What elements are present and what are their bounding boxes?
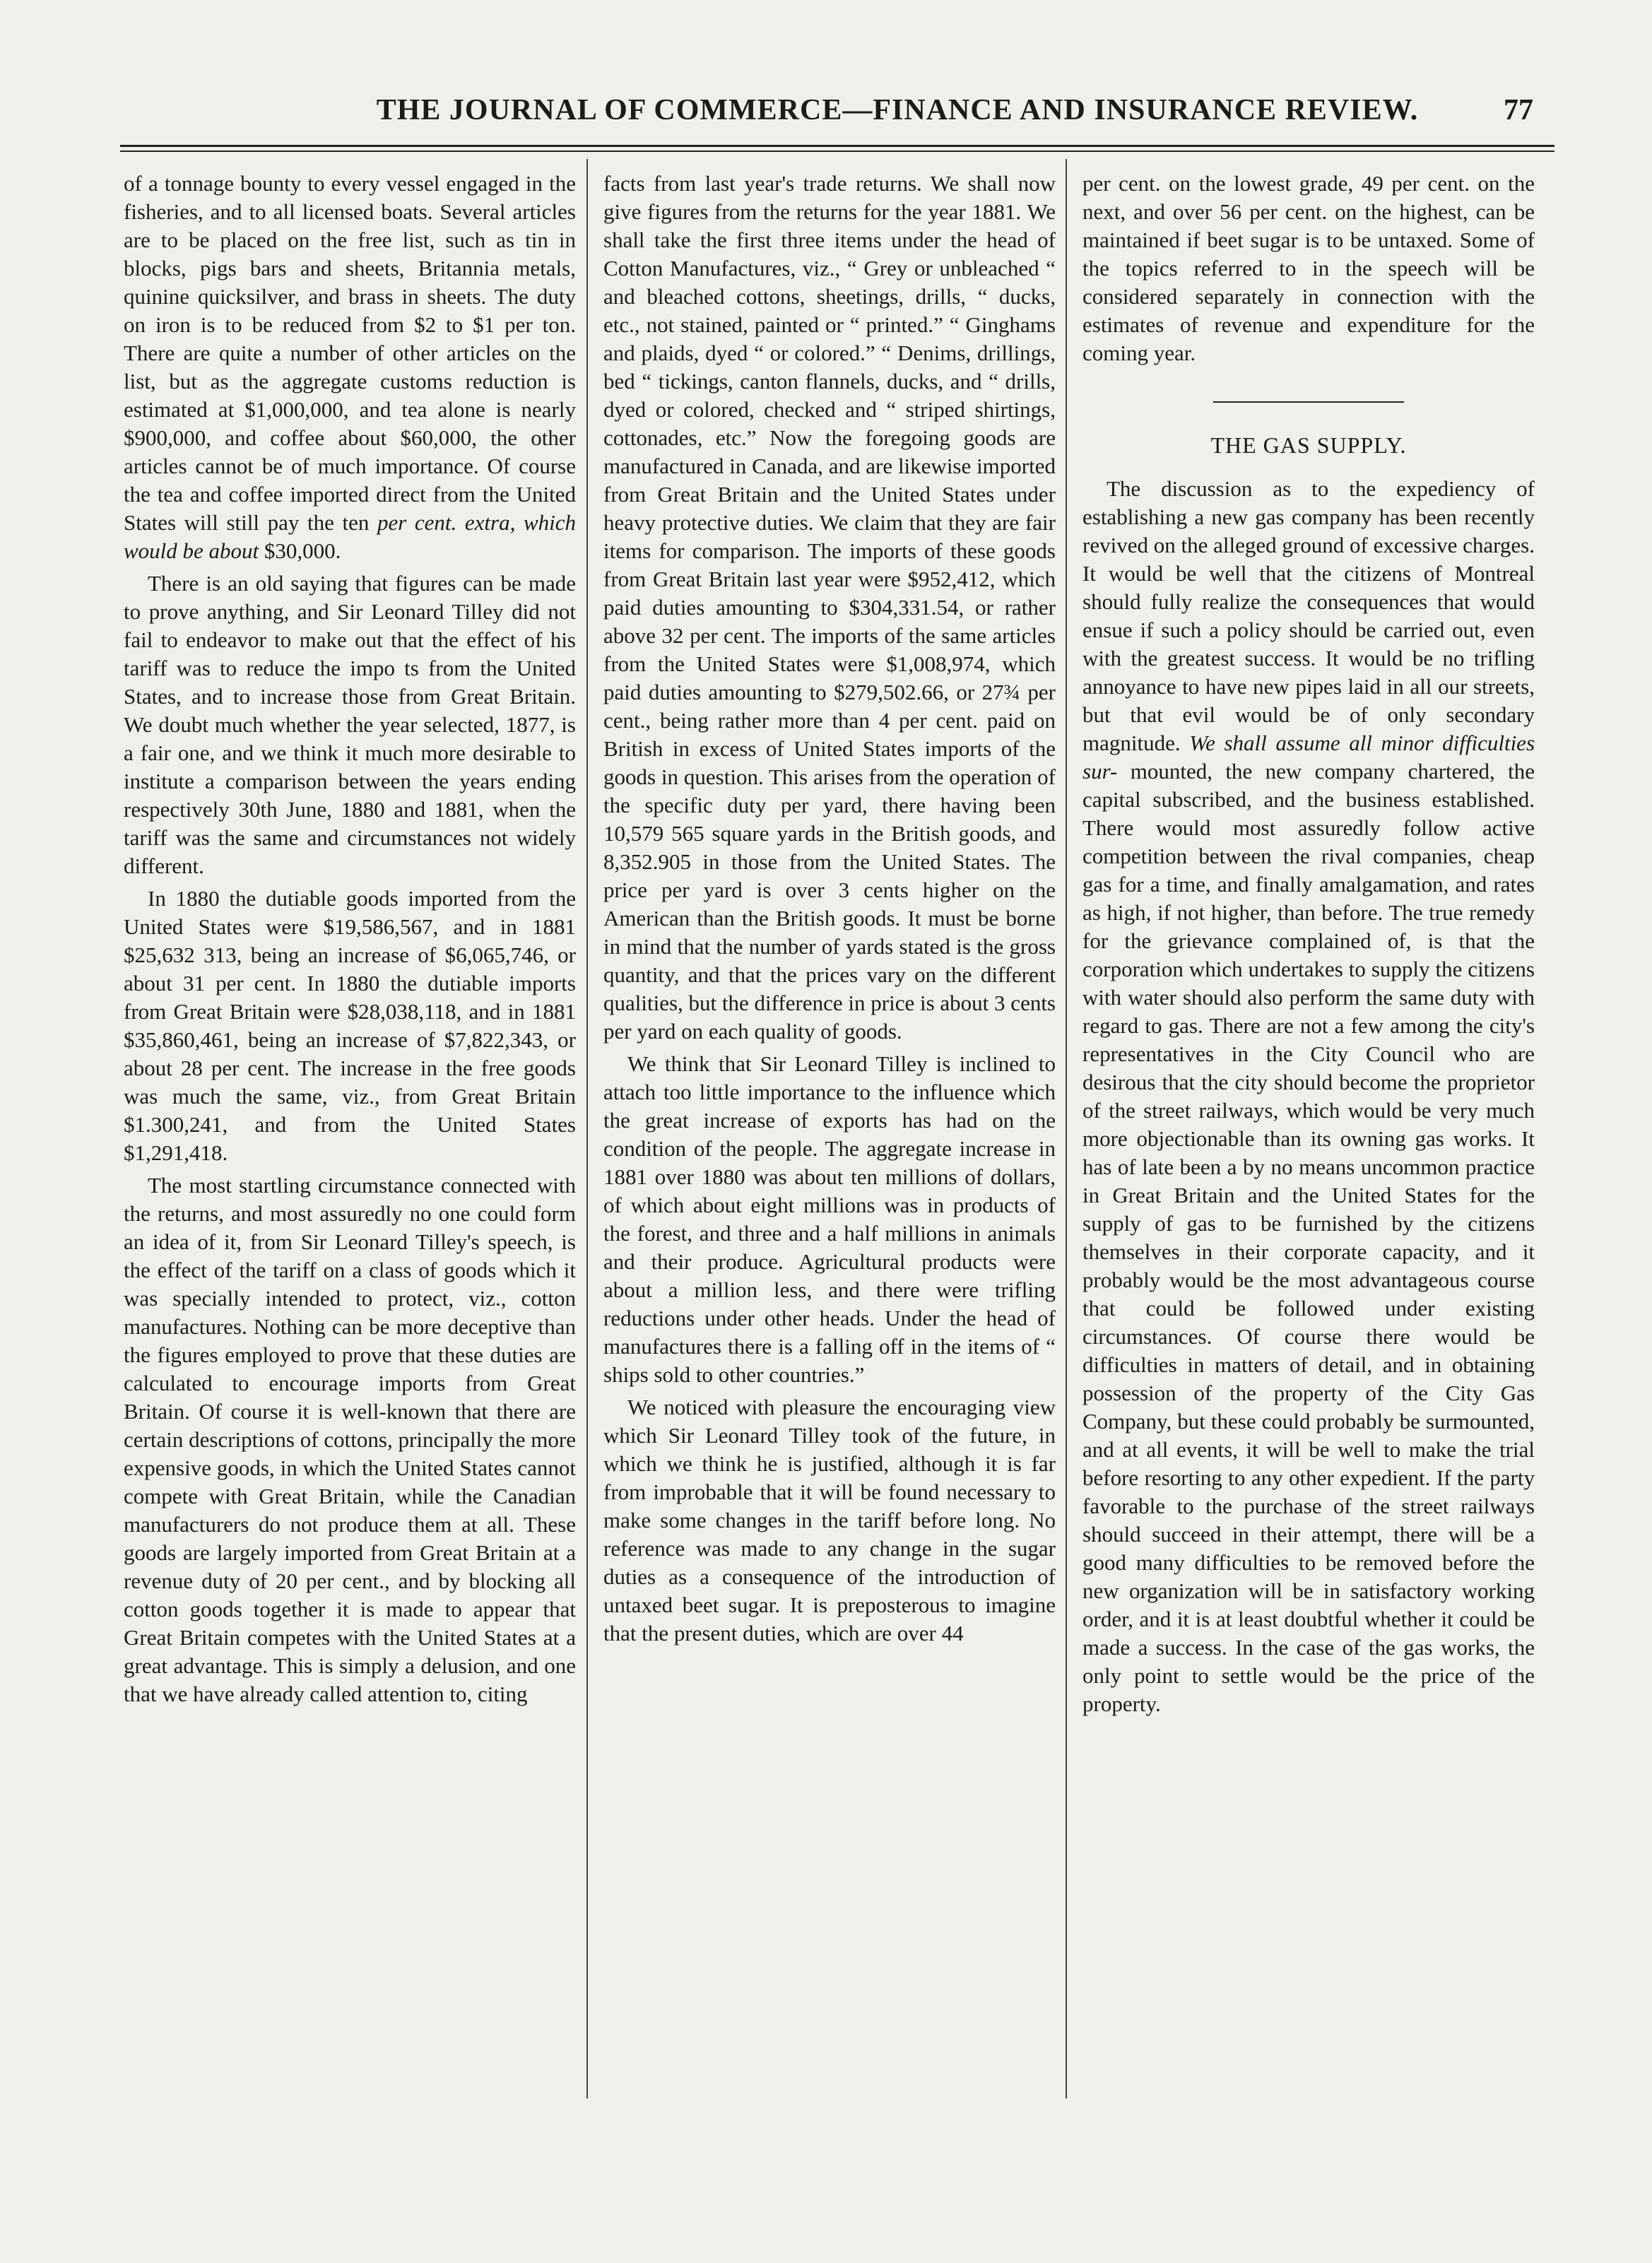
column-2 — [603, 170, 1056, 1648]
paragraph-text: mounted, the new company chartered, the capital subscribed, and the business established. There would most assuredly follow active competition between the rival companies, cheap gas for a time, and finally amalgamation, and rates as high, if not higher, than before. The true remedy for the grievance complained of, is that the corporation which undertakes to supply the citizens with water should also perform the same duty with regard to gas. There are not a few among the city's representatives in the City Council who are desirous that the city should become the proprietor of the street railways, which would be very much more objectionable than its owning gas works. It has of late been a by no means uncommon practice in Great Britain and the United States for the supply of gas to be furnished by the citizens themselves in their corporate capacity, and it probably would be the most advantageous course that could be followed under existing circumstances. Of course there would be difficulties in matters of detail, and in obtaining possession of the property of the City Gas Company, but these could probably be surmounted, and at all events, it will be well to make the trial before resorting to any other expedient. If the party favorable to the purchase of the street railways should succeed in their attempt, there will be a good many difficulties to be removed before the new organization will be in satisfactory working order, and it is at least doubtful whether it could be made a success. In the case of the gas works, the only point to settle would be the price of the property. — [1082, 759, 1535, 1716]
page-number: 77 — [1504, 94, 1533, 126]
header-rule-top — [120, 145, 1554, 147]
running-head: THE JOURNAL OF COMMERCE—FINANCE AND INSURANCE REVIEW. — [376, 94, 1419, 126]
paragraph: The most startling circumstance connected with the returns, and most assuredly no one could form an idea of it, from Sir Leonard Tilley's speech, is the effect of the tariff on a class of goods which it was specially intended to protect, viz., cotton manufactures. Nothing can be more deceptive than the figures employed to prove that these duties are calculated to encourage imports from Great Britain. Of course it is well-known that there are certain descriptions of cottons, principally the more expensive goods, in which the United States cannot compete with Great Britain, while the Canadian manufacturers do not produce them at all. These goods are largely imported from Great Britain at a revenue duty of 20 per cent., and by blocking all cotton goods together it is made to appear that Great Britain competes with the United States at a great advantage. This is simply a delusion, and one that we have already called attention to, citing — [124, 1173, 576, 1706]
paragraph: We think that Sir Leonard Tilley is inclined to attach too little importance to the influence which the great increase of exports has had on the condition of the people. The aggregate increase in 1881 over 1880 was about ten millions of dollars, of which about eight millions was in products of the forest, and three and a half millions in animals and their produce. Agricultural products were about a million less, and there were trifling reductions under other heads. Under the head of manufactures there is a falling off in the items of “ ships sold to other countries.” — [603, 1051, 1056, 1387]
paragraph-text: $30,000. — [259, 538, 341, 563]
section-divider — [1213, 401, 1404, 403]
column-divider-2 — [1066, 159, 1067, 2098]
column-1 — [124, 170, 576, 1708]
page-header — [120, 93, 1533, 136]
column-3 — [1082, 170, 1535, 1718]
paragraph: facts from last year's trade returns. We shall now give figures from the returns for the year 1881. We shall take the first three items under the head of Cotton Manufactures, viz., “ Grey or unbleached “ and bleached cottons, sheetings, drills, “ ducks, etc., not stained, painted or “ printed.” “ Ginghams and plaids, dyed “ or colored.” “ Denims, drillings, bed “ tickings, canton flannels, ducks, and “ drills, dyed or colored, checked and “ striped shirtings, cottonades, etc.” Now the foregoing goods are manufactured in Canada, and are likewise imported from Great Britain and the United States under heavy protective duties. We claim that they are fair items for comparison. The imports of these goods from Great Britain last year were $952,412, which paid duties amounting to $304,331.54, or rather above 32 per cent. The imports of the same articles from the United States were $1,008,974, which paid duties amounting to $279,502.66, or 27¾ per cent., being rather more than 4 per cent. paid on British in excess of United States imports of the goods in question. This arises from the operation of the specific duty per yard, there having been 10,579 565 square yards in the British goods, and 8,352.905 in those from the United States. The price per yard is over 3 cents higher on the American than the British goods. It must be borne in mind that the number of yards stated is the gross quantity, and that the prices vary on the different qualities, but the difference in price is about 3 cents per yard on each quality of goods. — [603, 171, 1056, 1044]
paragraph-text: The discussion as to the expediency of establishing a new gas company has been recently revived on the alleged ground of excessive charges. It would be well that the citizens of Montreal should fully realize the consequences that would ensue if such a policy should be carried out, even with the greatest success. It would be no trifling annoyance to have new pipes laid in all our streets, but that evil would be of only secondary magnitude. — [1082, 476, 1535, 755]
paragraph: There is an old saying that figures can be made to prove anything, and Sir Leonard Tilley did not fail to endeavor to make out that the effect of his tariff was to reduce the impo ts from the United States, and to increase those from Great Britain. We doubt much whether the year selected, 1877, is a fair one, and we think it much more desirable to institute a comparison between the years ending respectively 30th June, 1880 and 1881, when the tariff was the same and circumstances not widely different. — [124, 571, 576, 878]
column-divider-1 — [586, 159, 588, 2098]
paragraph: per cent. on the lowest grade, 49 per cent. on the next, and over 56 per cent. on the highest, can be maintained if beet sugar is to be untaxed. Some of the topics referred to in the speech will be considered separately in connection with the estimates of revenue and expenditure for the coming year. — [1082, 171, 1535, 365]
section-heading: THE GAS SUPPLY. — [1210, 432, 1407, 458]
italic-text: per cent. extra, which would be about — [124, 510, 577, 563]
paragraph — [1082, 475, 1535, 1718]
italic-text: We shall assume all minor difficulties sur- — [1082, 731, 1535, 784]
paragraph: In 1880 the dutiable goods imported from the United States were $19,586,567, and in 1881 $25,632 313, being an increase of $6,065,746, or about 31 per cent. In 1880 the dutiable imports from Great Britain were $28,038,118, and in 1881 $35,860,461, being an increase of $7,822,343, or about 28 per cent. The increase in the free goods was much the same, viz., from Great Britain $1.300,241, and from the United States $1,291,418. — [124, 886, 576, 1165]
paragraph — [124, 170, 576, 565]
header-rule-bottom — [120, 150, 1554, 152]
paragraph: We noticed with pleasure the encouraging view which Sir Leonard Tilley took of the future, in which we think he is justified, although it is far from improbable that it will be found necessary to make some changes in the tariff before long. No reference was made to any change in the sugar duties as a consequence of the introduction of untaxed beet sugar. It is preposterous to imagine that the present duties, which are over 44 — [603, 1395, 1056, 1645]
paragraph-text: of a tonnage bounty to every vessel engaged in the fisheries, and to all licensed boats. Several articles are to be placed on the free list, such as tin in blocks, pigs bars and sheets, Britannia metals, quinine quicksilver, and brass in sheets. The duty on iron is to be reduced from $2 to $1 per ton. There are quite a number of other articles on the list, but as the aggregate customs reduction is estimated at $1,000,000, and tea alone is nearly $900,000, and coffee about $60,000, the other articles cannot be of much importance. Of course the tea and coffee imported direct from the United States will still pay the ten — [124, 171, 576, 535]
